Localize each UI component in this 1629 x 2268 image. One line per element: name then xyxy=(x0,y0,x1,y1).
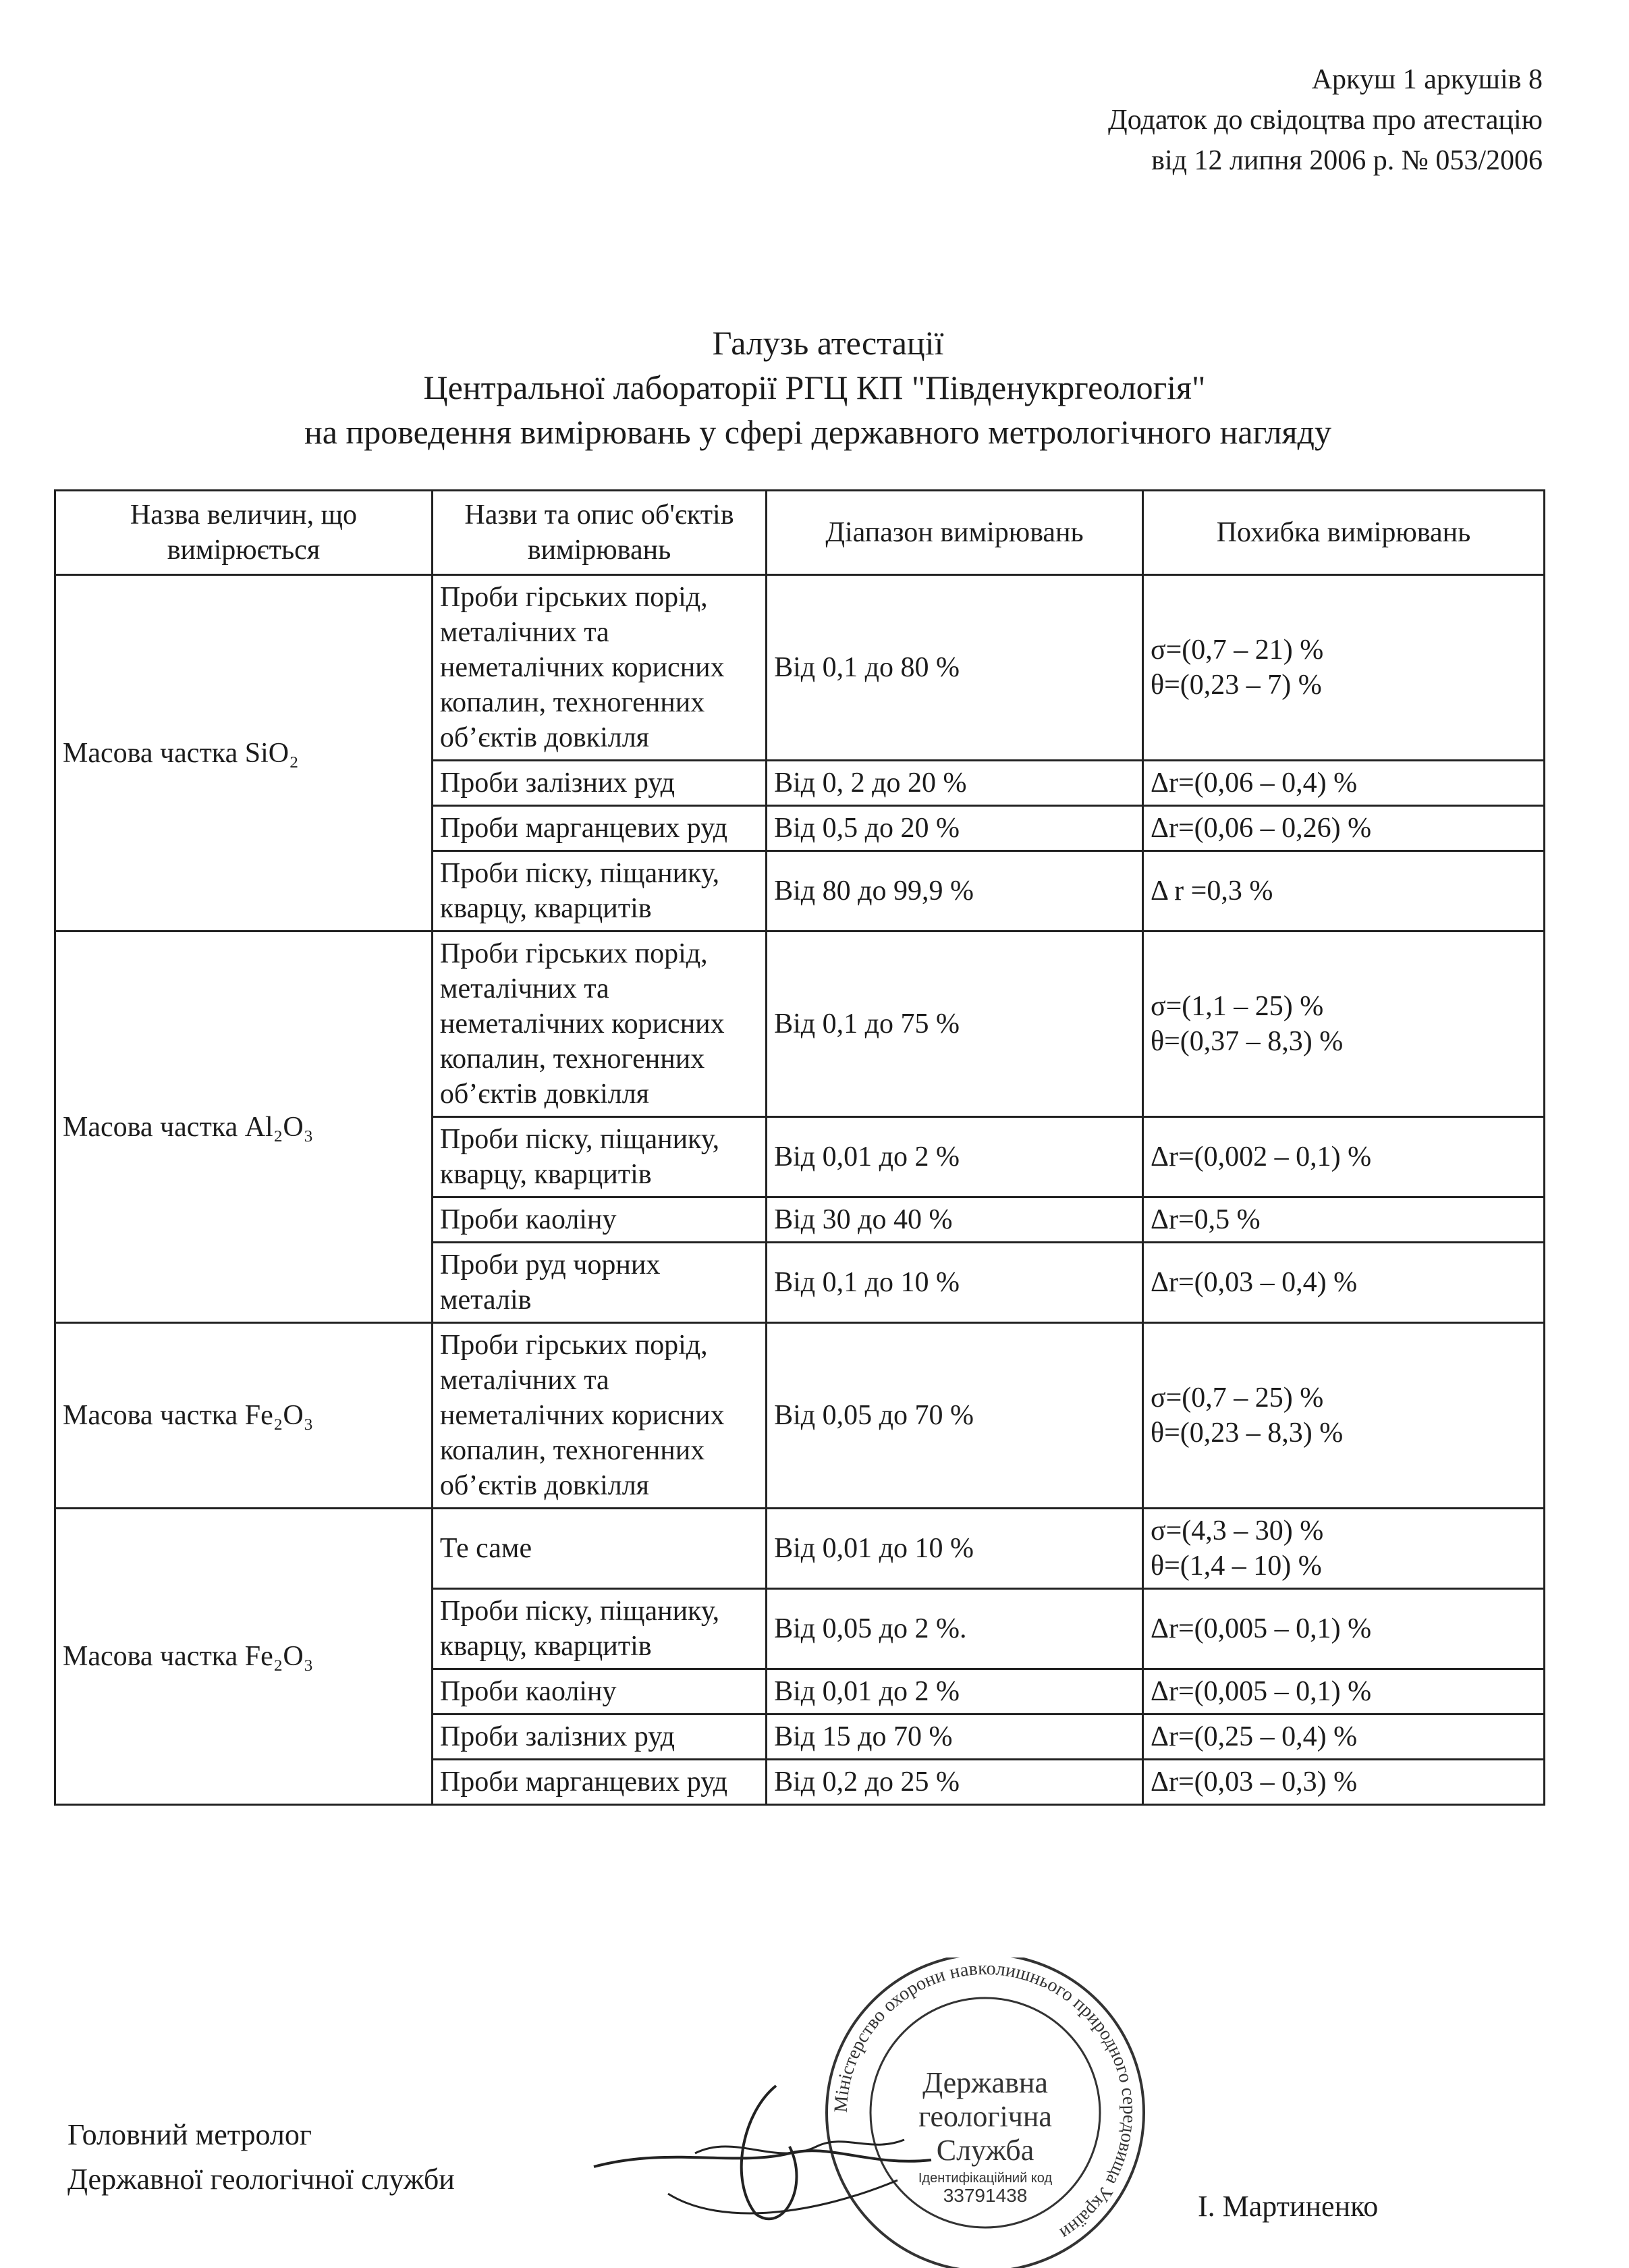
error-cell xyxy=(1142,1714,1544,1760)
error-line: Δr=(0,25 – 0,4) % xyxy=(1150,1721,1358,1752)
quantity-cell: Масова частка Fe₂O₃ xyxy=(55,1509,433,1805)
sheet-number: Аркуш 1 аркушів 8 xyxy=(1311,64,1543,95)
column-header-objects: Назви та опис об'єктів вимірювань xyxy=(432,491,766,575)
error-line: Δr=(0,002 – 0,1) % xyxy=(1150,1141,1372,1172)
error-line: σ=(0,7 – 25) % xyxy=(1150,1382,1324,1413)
error-cell xyxy=(1142,1509,1544,1589)
object-cell: Проби піску, піщанику, кварцу, кварцитів xyxy=(432,1589,766,1669)
measurement-table xyxy=(54,489,1545,1806)
object-cell: Те саме xyxy=(432,1509,766,1589)
range-cell: Від 0,1 до 80 % xyxy=(767,575,1143,761)
object-cell: Проби марганцевих руд xyxy=(432,1760,766,1805)
object-cell: Проби залізних руд xyxy=(432,1714,766,1760)
error-cell xyxy=(1142,1243,1544,1323)
error-line: Δr=(0,005 – 0,1) % xyxy=(1150,1676,1372,1707)
range-cell: Від 30 до 40 % xyxy=(767,1197,1143,1243)
error-cell xyxy=(1142,1669,1544,1714)
range-cell: Від 0, 2 до 20 % xyxy=(767,761,1143,806)
error-cell xyxy=(1142,1760,1544,1805)
error-cell xyxy=(1142,575,1544,761)
object-cell: Проби гірських порід, металічних та неметалічних корисних копалин, техногенних об’єктів довкілля xyxy=(432,575,766,761)
error-line: Δ r =0,3 % xyxy=(1150,875,1273,907)
error-cell xyxy=(1142,806,1544,851)
appendix-title: Додаток до свідоцтва про атестацію xyxy=(1108,105,1543,136)
stamp-center-line-3: Служба xyxy=(936,2134,1034,2167)
error-line: θ=(0,23 – 8,3) % xyxy=(1150,1418,1344,1449)
range-cell: Від 0,01 до 10 % xyxy=(767,1509,1143,1589)
position-line-2: Державної геологічної служби xyxy=(67,2163,455,2196)
range-cell: Від 0,01 до 2 % xyxy=(767,1117,1143,1197)
range-cell: Від 80 до 99,9 % xyxy=(767,851,1143,932)
error-cell xyxy=(1142,1117,1544,1197)
column-header-quantity: Назва величин, що вимірюється xyxy=(55,491,433,575)
object-cell: Проби гірських порід, металічних та неметалічних корисних копалин, техногенних об’єктів довкілля xyxy=(432,1323,766,1509)
range-cell: Від 0,05 до 2 %. xyxy=(767,1589,1143,1669)
table-row xyxy=(55,575,1545,761)
column-header-error: Похибка вимірювань xyxy=(1142,491,1544,575)
title-line-3: на проведення вимірювань у сфері державного метрологічного нагляду xyxy=(304,413,1331,451)
sheet-header xyxy=(1108,59,1543,181)
signatory-position xyxy=(67,2113,455,2202)
column-header-range: Діапазон вимірювань xyxy=(767,491,1143,575)
range-cell: Від 0,05 до 70 % xyxy=(767,1323,1143,1509)
error-cell xyxy=(1142,1589,1544,1669)
range-cell: Від 0,1 до 75 % xyxy=(767,932,1143,1117)
document-title xyxy=(0,321,1629,454)
certificate-date: від 12 липня 2006 р. № 053/2006 xyxy=(1151,145,1543,176)
error-line: Δr=(0,03 – 0,3) % xyxy=(1150,1766,1358,1798)
object-cell: Проби гірських порід, металічних та неметалічних корисних копалин, техногенних об’єктів довкілля xyxy=(432,932,766,1117)
position-line-1: Головний метролог xyxy=(67,2118,312,2151)
range-cell: Від 0,5 до 20 % xyxy=(767,806,1143,851)
stamp-ring-text: Міністерство охорони навколишнього природного середовища України xyxy=(830,1958,1140,2244)
object-cell: Проби руд чорних металів xyxy=(432,1243,766,1323)
title-line-2: Центральної лабораторії РГЦ КП "Південукргеологія" xyxy=(423,369,1206,406)
handwritten-signature xyxy=(587,2066,938,2254)
title-line-1: Галузь атестації xyxy=(712,324,944,362)
stamp-center-line-1: Державна xyxy=(922,2066,1048,2099)
range-cell: Від 0,2 до 25 % xyxy=(767,1760,1143,1805)
table-row xyxy=(55,1323,1545,1509)
error-cell xyxy=(1142,851,1544,932)
object-cell: Проби марганцевих руд xyxy=(432,806,766,851)
error-line: θ=(1,4 – 10) % xyxy=(1150,1550,1322,1582)
object-cell: Проби піску, піщанику, кварцу, кварцитів xyxy=(432,851,766,932)
error-line: Δr=0,5 % xyxy=(1150,1204,1261,1235)
error-line: Δr=(0,005 – 0,1) % xyxy=(1150,1613,1372,1644)
table-row xyxy=(55,932,1545,1117)
stamp-center-line-2: геологічна xyxy=(918,2100,1052,2133)
error-cell xyxy=(1142,1323,1544,1509)
object-cell: Проби залізних руд xyxy=(432,761,766,806)
table-body xyxy=(55,575,1545,1805)
table-header-row xyxy=(55,491,1545,575)
quantity-cell: Масова частка SiO₂ xyxy=(55,575,433,932)
table-row xyxy=(55,1509,1545,1589)
range-cell: Від 0,01 до 2 % xyxy=(767,1669,1143,1714)
range-cell: Від 15 до 70 % xyxy=(767,1714,1143,1760)
signatory-name: І. Мартиненко xyxy=(1198,2190,1379,2223)
error-cell xyxy=(1142,761,1544,806)
stamp-id-code: 33791438 xyxy=(943,2185,1028,2206)
range-cell: Від 0,1 до 10 % xyxy=(767,1243,1143,1323)
error-line: σ=(0,7 – 21) % xyxy=(1150,634,1324,666)
error-line: Δr=(0,03 – 0,4) % xyxy=(1150,1267,1358,1298)
quantity-cell: Масова частка Fe₂O₃ xyxy=(55,1323,433,1509)
error-cell xyxy=(1142,932,1544,1117)
error-line: θ=(0,23 – 7) % xyxy=(1150,670,1322,701)
error-line: Δr=(0,06 – 0,26) % xyxy=(1150,813,1372,844)
stamp-id-label: Ідентифікаційний код xyxy=(918,2171,1053,2186)
error-line: σ=(4,3 – 30) % xyxy=(1150,1515,1324,1546)
error-line: θ=(0,37 – 8,3) % xyxy=(1150,1026,1344,1057)
quantity-cell: Масова частка Al₂O₃ xyxy=(55,932,433,1323)
error-line: σ=(1,1 – 25) % xyxy=(1150,991,1324,1022)
object-cell: Проби каоліну xyxy=(432,1669,766,1714)
error-line: Δr=(0,06 – 0,4) % xyxy=(1150,767,1358,799)
object-cell: Проби піску, піщанику, кварцу, кварцитів xyxy=(432,1117,766,1197)
object-cell: Проби каоліну xyxy=(432,1197,766,1243)
error-cell xyxy=(1142,1197,1544,1243)
